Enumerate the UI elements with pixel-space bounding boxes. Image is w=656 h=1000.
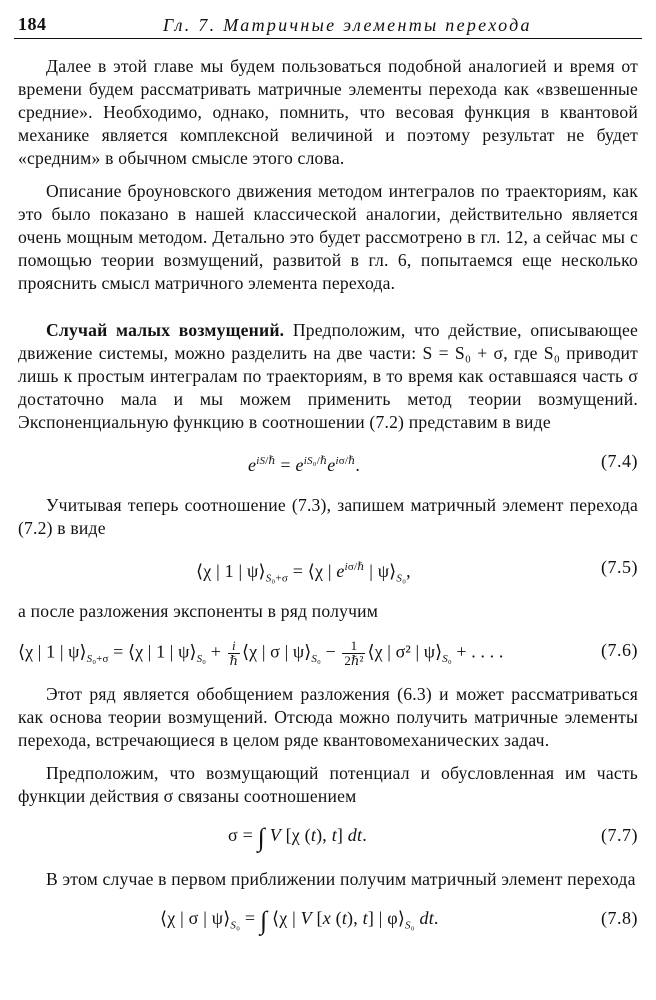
equation-7-4 bbox=[18, 442, 638, 482]
running-title: Гл. 7. Матричные элементы перехода bbox=[163, 15, 532, 35]
page-number: 184 bbox=[18, 14, 47, 34]
paragraph-7: Предположим, что возмущающий потенциал и обусловленная им часть функции действия σ связаны соотношением bbox=[18, 763, 638, 806]
equation-7-6-expr: ⟨χ | 1 | $\psi⟩_{S_0+\sigma}$ = ⟨χ | 1 | $\psi⟩_{S_0}$ + $\frac{i}{\text{ℏ}}$ ⟨χ | σ | $\psi⟩_{S_0}$ − $\frac{1}{\text{2ℏ²}}$ ⟨χ | σ² | $\psi⟩_{S_0}$ + . . . . bbox=[18, 638, 504, 668]
equation-number: (7.4) bbox=[601, 451, 638, 471]
equation-7-8 bbox=[18, 899, 638, 939]
paragraph-4: Учитывая теперь соотношение (7.3), запишем матричный элемент перехода (7.2) в виде bbox=[18, 495, 638, 538]
header-rule bbox=[14, 38, 642, 39]
equation-7-5 bbox=[18, 548, 638, 588]
equation-7-8-expr: ⟨χ | σ | $\psi⟩_{S_0}$ = ∫ ⟨χ | V [x (t), t] | $\varphi⟩_{S_0}$ dt. bbox=[160, 906, 439, 935]
equation-number: (7.8) bbox=[601, 908, 638, 928]
paragraph-8: В этом случае в первом приближении получим матричный элемент перехода bbox=[46, 869, 636, 889]
equation-7-6 bbox=[18, 631, 638, 671]
paragraph-2: Описание броуновского движения методом интегралов по траекториям, как это было показано в нашей классической аналогии, действительно является очень мощным методом. Детально это будет рассмотрено в гл. 12, а сейчас мы с помощью теории возмущений, развитой в гл. 6, попытаемся еще несколько прояснить смысл матричного элемента перехода. bbox=[18, 181, 638, 293]
page-body bbox=[18, 55, 638, 951]
equation-number: (7.7) bbox=[601, 825, 638, 845]
equation-7-7 bbox=[18, 816, 638, 856]
section-heading: Случай малых возмущений. bbox=[46, 320, 285, 340]
paragraph-6: Этот ряд является обобщением разложения (6.3) и может рассматриваться как основа теории возмущений. Отсюда можно получить матричные элементы перехода, встречающиеся в целом ряде квантовомеханических задач. bbox=[18, 684, 638, 750]
equation-number: (7.6) bbox=[601, 640, 638, 660]
equation-7-7-expr: σ = ∫ V [χ (t), t] dt. bbox=[228, 823, 367, 852]
equation-7-5-expr: ⟨χ | 1 | $\psi⟩_{S_0+\sigma}$ = ⟨χ | $e^{i\sigma/\hbar}$ | $\psi⟩_{S_0}$, bbox=[196, 561, 411, 585]
equation-7-4-expr: $e^{iS/\hbar} = e^{iS_0/\hbar}e^{i\sigma/\hbar}$. bbox=[248, 455, 361, 475]
page-header bbox=[18, 14, 638, 38]
equation-number: (7.5) bbox=[601, 557, 638, 577]
paragraph-5: а после разложения экспоненты в ряд получим bbox=[18, 601, 379, 621]
paragraph-1: Далее в этой главе мы будем пользоваться подобной аналогией и время от времени будем рассматривать матричные элементы перехода как «взвешенные средние». Необходимо, однако, помнить, что весовая функция в квантовой механике является комплексной величиной и поэтому результат не будет «средним» в обычном смысле этого слова. bbox=[18, 56, 638, 168]
paragraph-3-text: Предположим, что действие, описывающее движение системы, можно разделить на две части: S = S₀ + σ, где S₀ приводит лишь к простым интегралам по траекториям, в то время как оставшаяся часть σ достаточно мала и мы можем применить метод теории возмущений. Экспоненциальную функцию в соотношении (7.2) представим в виде bbox=[18, 320, 638, 432]
paragraph-3 bbox=[18, 319, 638, 434]
